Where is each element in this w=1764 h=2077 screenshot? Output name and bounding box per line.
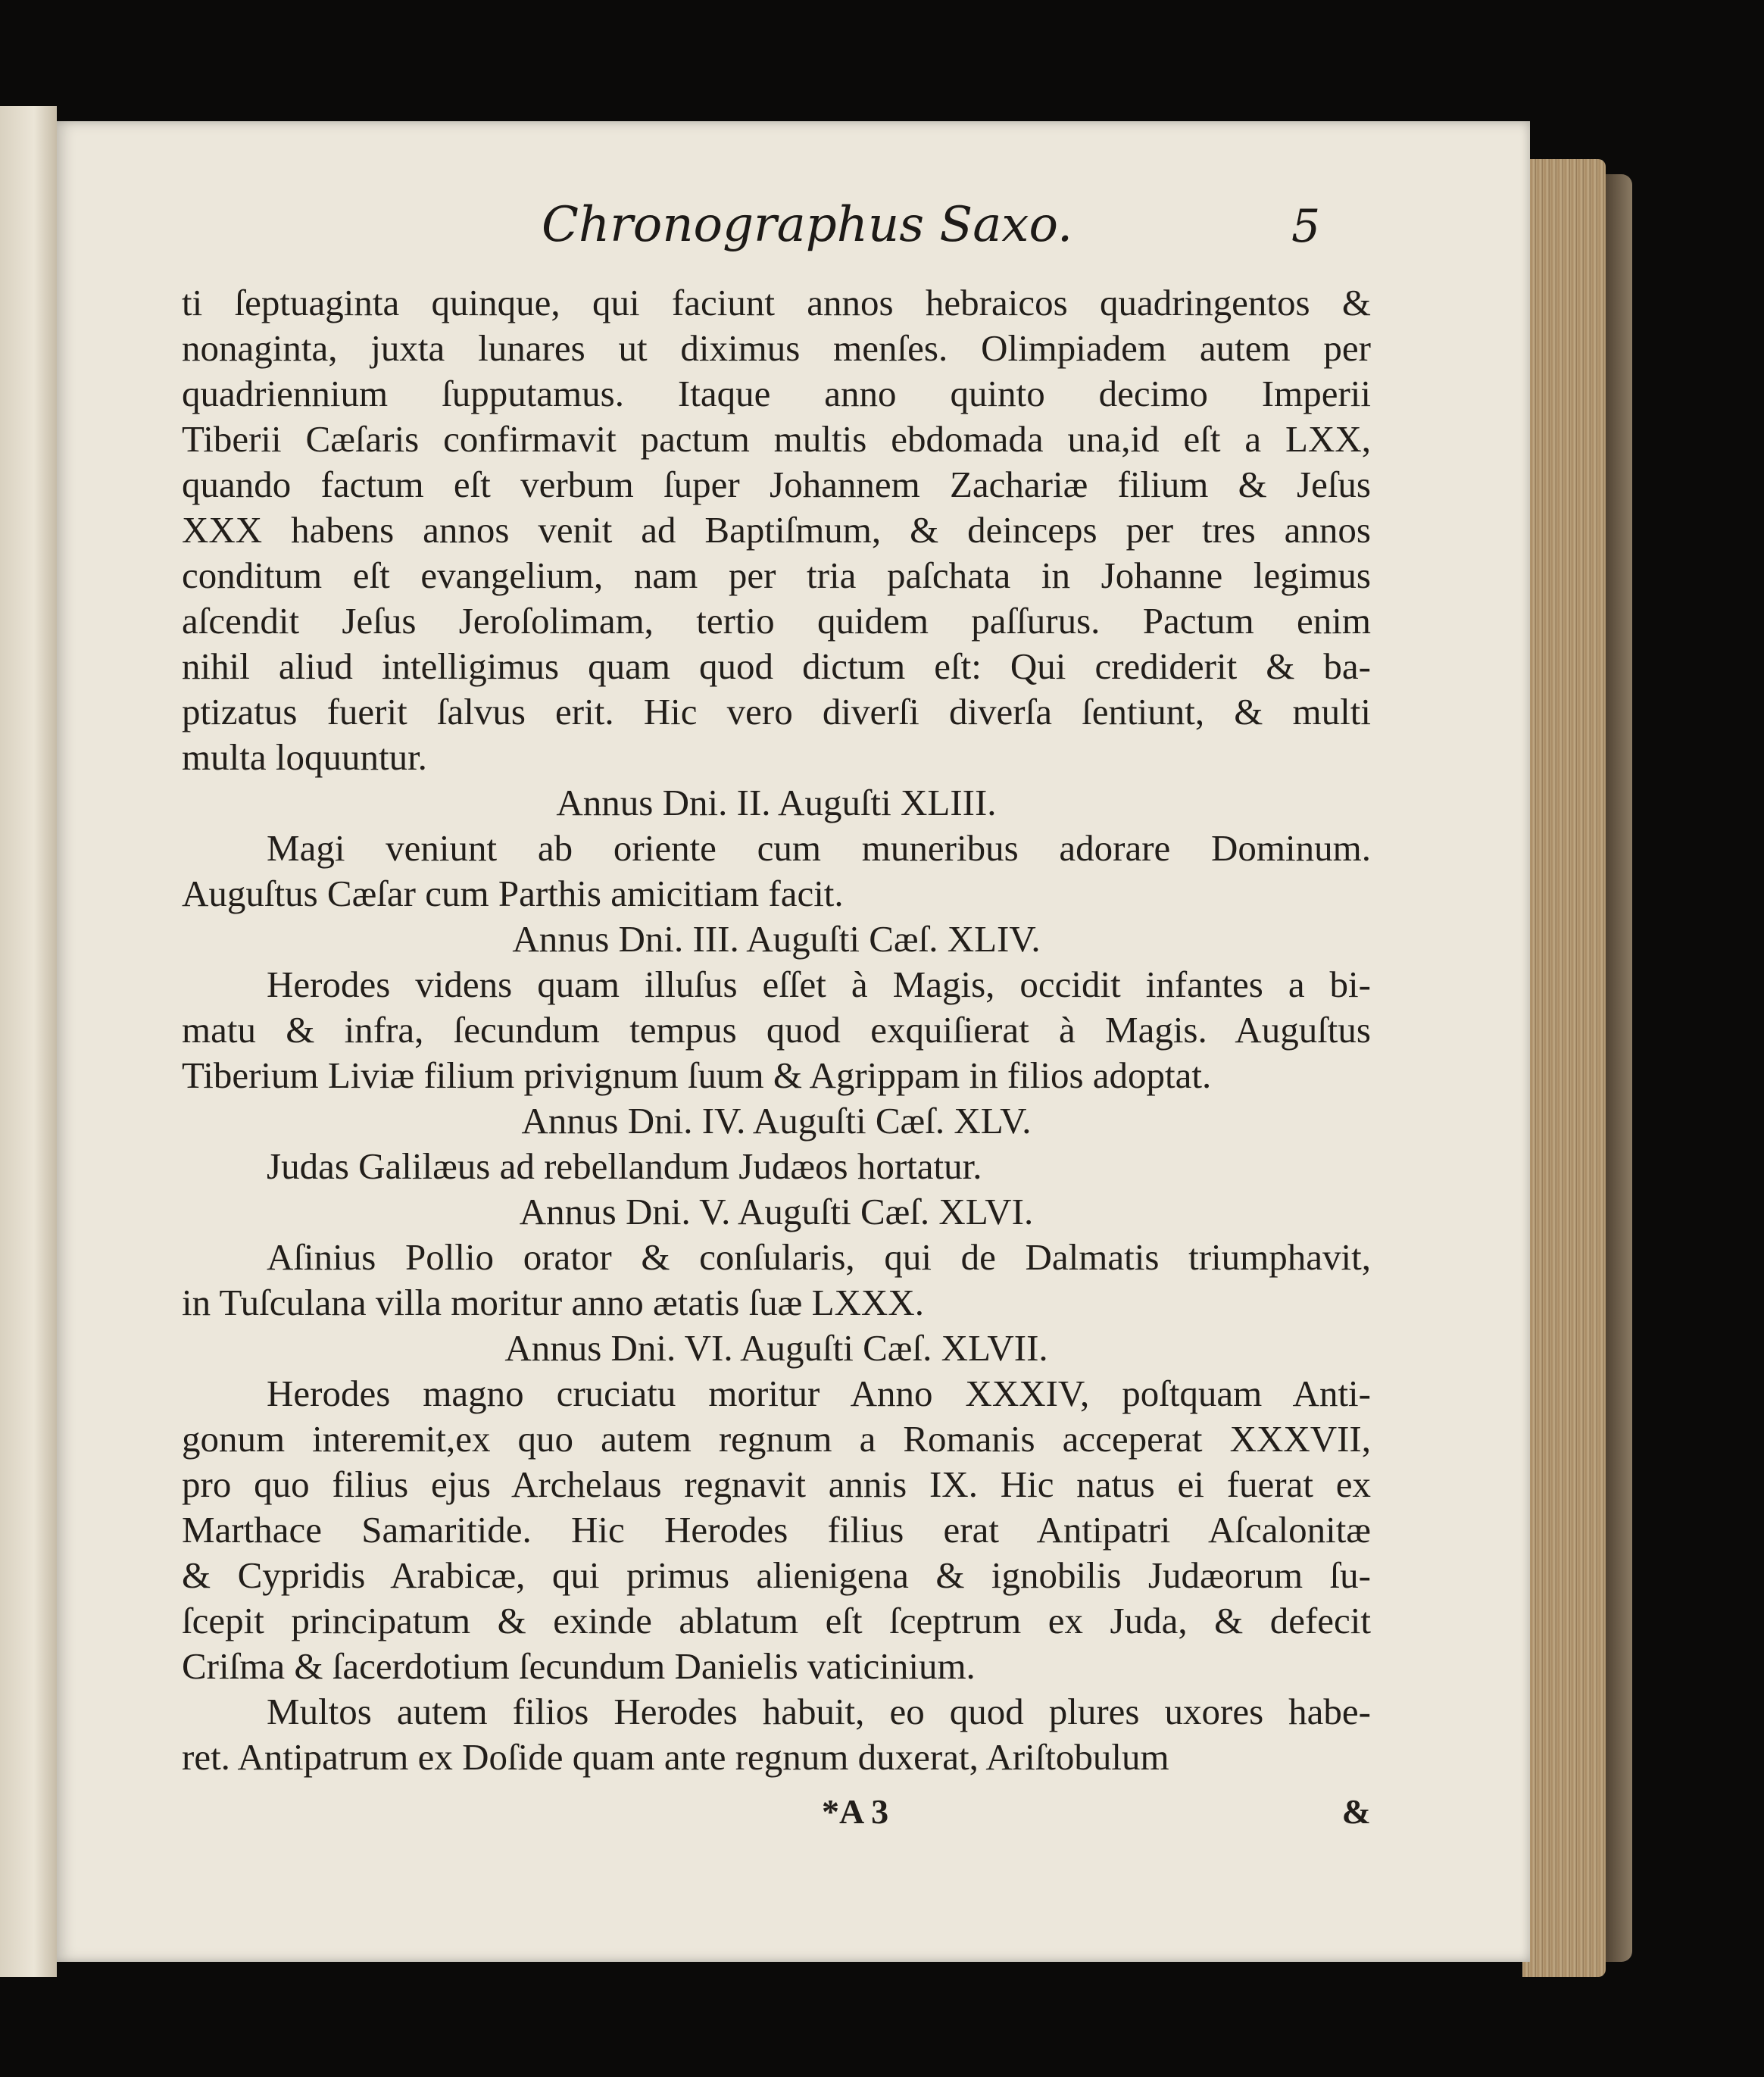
page-number: 5 <box>1291 200 1321 253</box>
printed-page <box>57 121 1530 1962</box>
text-line: quadriennium ſupputamus. Itaque anno quinto decimo Imperii <box>182 373 1371 414</box>
heading-line: Annus Dni. II. Auguſti XLIII. <box>556 782 997 823</box>
catchword: & <box>1341 1792 1371 1831</box>
text-line: ti ſeptuaginta quinque, qui faciunt annos hebraicos quadringentos & <box>182 282 1371 323</box>
text-line: nonaginta, juxta lunares ut diximus menſes. Olimpiadem autem per <box>182 327 1371 369</box>
year-heading <box>182 1098 1371 1144</box>
text-line: Herodes videns quam illuſus eſſet à Magis, occidit infantes a bi- <box>267 964 1371 1005</box>
facing-page-edge <box>0 106 57 1977</box>
text-line: Auguſtus Cæſar cum Parthis amicitiam facit. <box>182 873 844 914</box>
text-line: Tiberium Liviæ filium privignum ſuum & Agrippam in filios adoptat. <box>182 1054 1212 1096</box>
text-line: Magi veniunt ab oriente cum muneribus adorare Dominum. <box>267 827 1371 869</box>
text-line: & Cypridis Arabicæ, qui primus alienigena & ignobilis Judæorum ſu- <box>182 1554 1371 1596</box>
paragraph <box>182 1371 1371 1689</box>
text-line: matu & infra, ſecundum tempus quod exquiſierat à Magis. Auguſtus <box>182 1009 1371 1051</box>
paragraph <box>182 1235 1371 1326</box>
text-line: Herodes magno cruciatu moritur Anno XXXIV, poſtquam Anti- <box>267 1373 1371 1414</box>
text-line: ptizatus fuerit ſalvus erit. Hic vero diverſi diverſa ſentiunt, & multi <box>182 691 1371 732</box>
heading-line: Annus Dni. III. Auguſti Cæſ. XLIV. <box>512 918 1041 960</box>
paragraph <box>182 962 1371 1098</box>
text-line: Marthace Samaritide. Hic Herodes filius erat Antipatri Aſcalonitæ <box>182 1509 1371 1551</box>
heading-line: Annus Dni. V. Auguſti Cæſ. XLVI. <box>519 1191 1034 1232</box>
text-line: pro quo filius ejus Archelaus regnavit annis IX. Hic natus ei fuerat ex <box>182 1463 1371 1505</box>
signature-mark: *A 3 <box>822 1792 889 1831</box>
year-heading <box>182 917 1371 962</box>
text-line: gonum interemit,ex quo autem regnum a Romanis acceperat XXXVII, <box>182 1418 1371 1460</box>
text-line: ſcepit principatum & exinde ablatum eſt ſceptrum ex Juda, & defecit <box>182 1600 1371 1641</box>
heading-line: Annus Dni. IV. Auguſti Cæſ. XLV. <box>521 1100 1032 1142</box>
heading-line: Annus Dni. VI. Auguſti Cæſ. XLVII. <box>504 1327 1048 1369</box>
page-fore-edge <box>1522 159 1606 1977</box>
text-line: Criſma & ſacerdotium ſecundum Danielis vaticinium. <box>182 1645 976 1687</box>
text-line: Tiberii Cæſaris confirmavit pactum multis ebdomada una,id eſt a LXX, <box>182 418 1371 460</box>
paragraph <box>182 1144 1371 1189</box>
paragraph <box>182 280 1371 780</box>
text-line: ret. Antipatrum ex Doſide quam ante regnum duxerat, Ariſtobulum <box>182 1736 1169 1778</box>
text-line: XXX habens annos venit ad Baptiſmum, & deinceps per tres annos <box>182 509 1371 551</box>
year-heading <box>182 1189 1371 1235</box>
year-heading <box>182 1326 1371 1371</box>
text-line: in Tuſculana villa moritur anno ætatis ſuæ LXXX. <box>182 1282 924 1323</box>
running-title: Chronographus Saxo. <box>542 197 1073 253</box>
text-line: nihil aliud intelligimus quam quod dictum eſt: Qui crediderit & ba- <box>182 645 1371 687</box>
paragraph <box>182 826 1371 917</box>
text-line: Multos autem filios Herodes habuit, eo quod plures uxores habe- <box>267 1691 1371 1732</box>
text-line: conditum eſt evangelium, nam per tria paſchata in Johanne legimus <box>182 554 1371 596</box>
page-footer <box>182 1791 1371 1844</box>
page-header <box>57 197 1530 280</box>
text-line: Judas Galilæus ad rebellandum Judæos hortatur. <box>267 1145 982 1187</box>
text-line: Aſinius Pollio orator & conſularis, qui de Dalmatis triumphavit, <box>267 1236 1371 1278</box>
text-line: multa loquuntur. <box>182 736 427 778</box>
text-line: aſcendit Jeſus Jeroſolimam, tertio quidem paſſurus. Pactum enim <box>182 600 1371 642</box>
year-heading <box>182 780 1371 826</box>
main-text <box>182 280 1371 1780</box>
text-line: quando factum eſt verbum ſuper Johannem Zachariæ filium & Jeſus <box>182 464 1371 505</box>
paragraph <box>182 1689 1371 1780</box>
